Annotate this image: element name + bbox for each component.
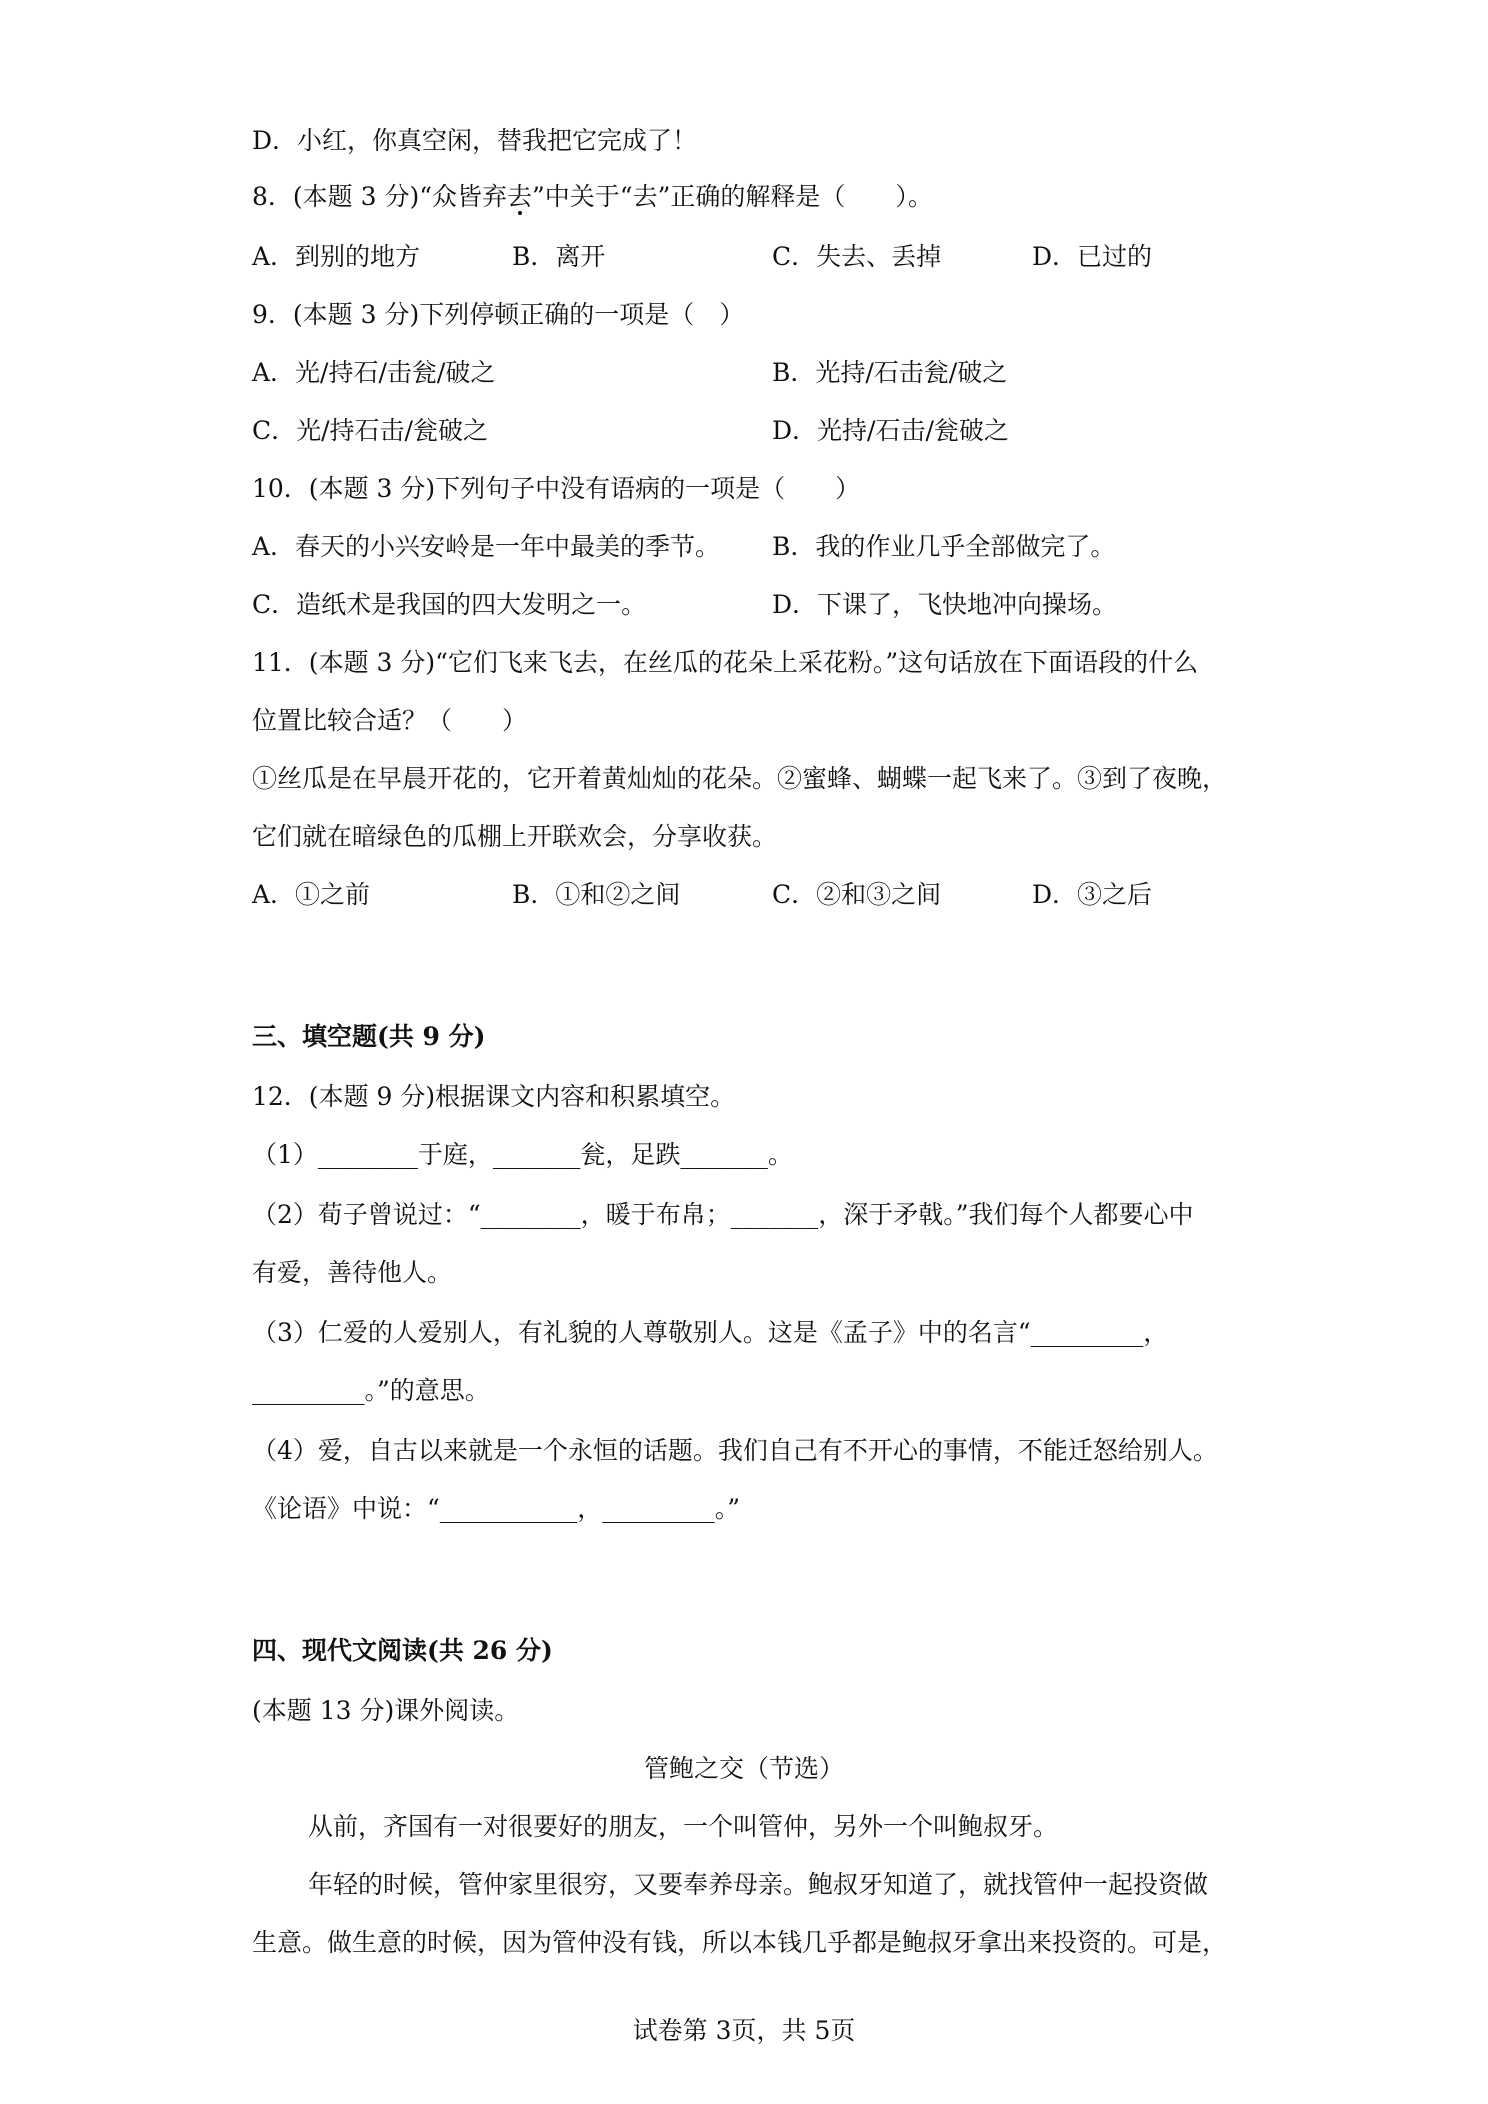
passage-paragraph-1: 从前，齐国有一对很要好的朋友，一个叫管仲，另外一个叫鲍叔牙。 bbox=[308, 1812, 1059, 1841]
section3-title: 三、填空题(共 9 分) bbox=[252, 1022, 486, 1051]
q8-dotted-char: 去 bbox=[507, 182, 533, 211]
q9-options-row1 bbox=[252, 356, 1252, 390]
page-footer: 试卷第 3页，共 5页 bbox=[632, 2016, 856, 2045]
q11-passage-line1: ①丝瓜是在早晨开花的，它开着黄灿灿的花朵。②蜜蜂、蝴蝶一起飞来了。③到了夜晚， bbox=[252, 764, 1228, 793]
q10-option-b: B．我的作业几乎全部做完了。 bbox=[772, 532, 1116, 561]
q12-stem: 12．(本题 9 分)根据课文内容和积累填空。 bbox=[252, 1082, 736, 1111]
q12-item-2: （2）荀子曾说过：“________，暖于布帛；_______，深于矛戟。”我们每个人都要心中 bbox=[252, 1200, 1194, 1229]
section4-title: 四、现代文阅读(共 26 分) bbox=[252, 1636, 553, 1665]
q11-option-a: A．①之前 bbox=[252, 880, 371, 909]
q12-item-3-cont: _________。”的意思。 bbox=[252, 1376, 490, 1405]
q12-item-4: （4）爱，自古以来就是一个永恒的话题。我们自己有不开心的事情，不能迁怒给别人。 bbox=[252, 1436, 1218, 1465]
q11-stem-line2: 位置比较合适？（ ） bbox=[252, 706, 528, 735]
q9-option-a: A．光/持石/击瓮/破之 bbox=[252, 358, 496, 387]
q10-options-row2 bbox=[252, 588, 1252, 622]
q9-option-b: B．光持/石击瓮/破之 bbox=[772, 358, 1008, 387]
q7-option-d: D．小红，你真空闲，替我把它完成了！ bbox=[252, 126, 698, 155]
q8-option-c: C．失去、丢掉 bbox=[772, 242, 942, 271]
q8-stem-part2: ”中关于“去”正确的解释是（ ）。 bbox=[532, 182, 933, 211]
q12-item-4-cont: 《论语》中说：“___________，_________。” bbox=[252, 1494, 741, 1523]
reading-intro: (本题 13 分)课外阅读。 bbox=[252, 1696, 520, 1725]
passage-paragraph-2: 年轻的时候，管仲家里很穷，又要奉养母亲。鲍叔牙知道了，就找管仲一起投资做 bbox=[308, 1870, 1209, 1899]
q10-option-a: A．春天的小兴安岭是一年中最美的季节。 bbox=[252, 532, 721, 561]
q11-option-b: B．①和②之间 bbox=[512, 880, 681, 909]
q12-item-1: （1）________于庭，_______瓮，足跌_______。 bbox=[252, 1140, 793, 1169]
q8-options bbox=[252, 240, 1252, 274]
q10-stem: 10．(本题 3 分)下列句子中没有语病的一项是（ ） bbox=[252, 474, 861, 503]
q11-option-d: D．③之后 bbox=[1032, 880, 1153, 909]
q8-option-b: B．离开 bbox=[512, 242, 606, 271]
q8-stem bbox=[252, 180, 1252, 214]
q10-options-row1 bbox=[252, 530, 1252, 564]
q9-stem: 9．(本题 3 分)下列停顿正确的一项是（ ） bbox=[252, 300, 745, 329]
q11-passage-line2: 它们就在暗绿色的瓜棚上开联欢会，分享收获。 bbox=[252, 822, 778, 851]
passage-paragraph-2-cont: 生意。做生意的时候，因为管仲没有钱，所以本钱几乎都是鲍叔牙拿出来投资的。可是， bbox=[252, 1928, 1228, 1957]
q10-option-c: C．造纸术是我国的四大发明之一。 bbox=[252, 590, 647, 619]
q11-option-c: C．②和③之间 bbox=[772, 880, 942, 909]
q9-option-d: D．光持/石击/瓮破之 bbox=[772, 416, 1009, 445]
q12-item-3: （3）仁爱的人爱别人，有礼貌的人尊敬别人。这是《孟子》中的名言“_________， bbox=[252, 1318, 1169, 1347]
q8-option-a: A．到别的地方 bbox=[252, 242, 421, 271]
q9-option-c: C．光/持石击/瓮破之 bbox=[252, 416, 488, 445]
q9-options-row2 bbox=[252, 414, 1252, 448]
q12-item-2-cont: 有爱，善待他人。 bbox=[252, 1258, 453, 1287]
q10-option-d: D．下课了，飞快地冲向操场。 bbox=[772, 590, 1118, 619]
q11-options bbox=[252, 878, 1252, 912]
q11-stem-line1: 11．(本题 3 分)“它们飞来飞去，在丝瓜的花朵上采花粉。”这句话放在下面语段的什么 bbox=[252, 648, 1199, 677]
passage-title: 管鲍之交（节选） bbox=[643, 1754, 844, 1783]
q8-option-d: D．已过的 bbox=[1032, 242, 1153, 271]
q8-stem-part1: 8．(本题 3 分)“众皆弃 bbox=[252, 182, 507, 211]
